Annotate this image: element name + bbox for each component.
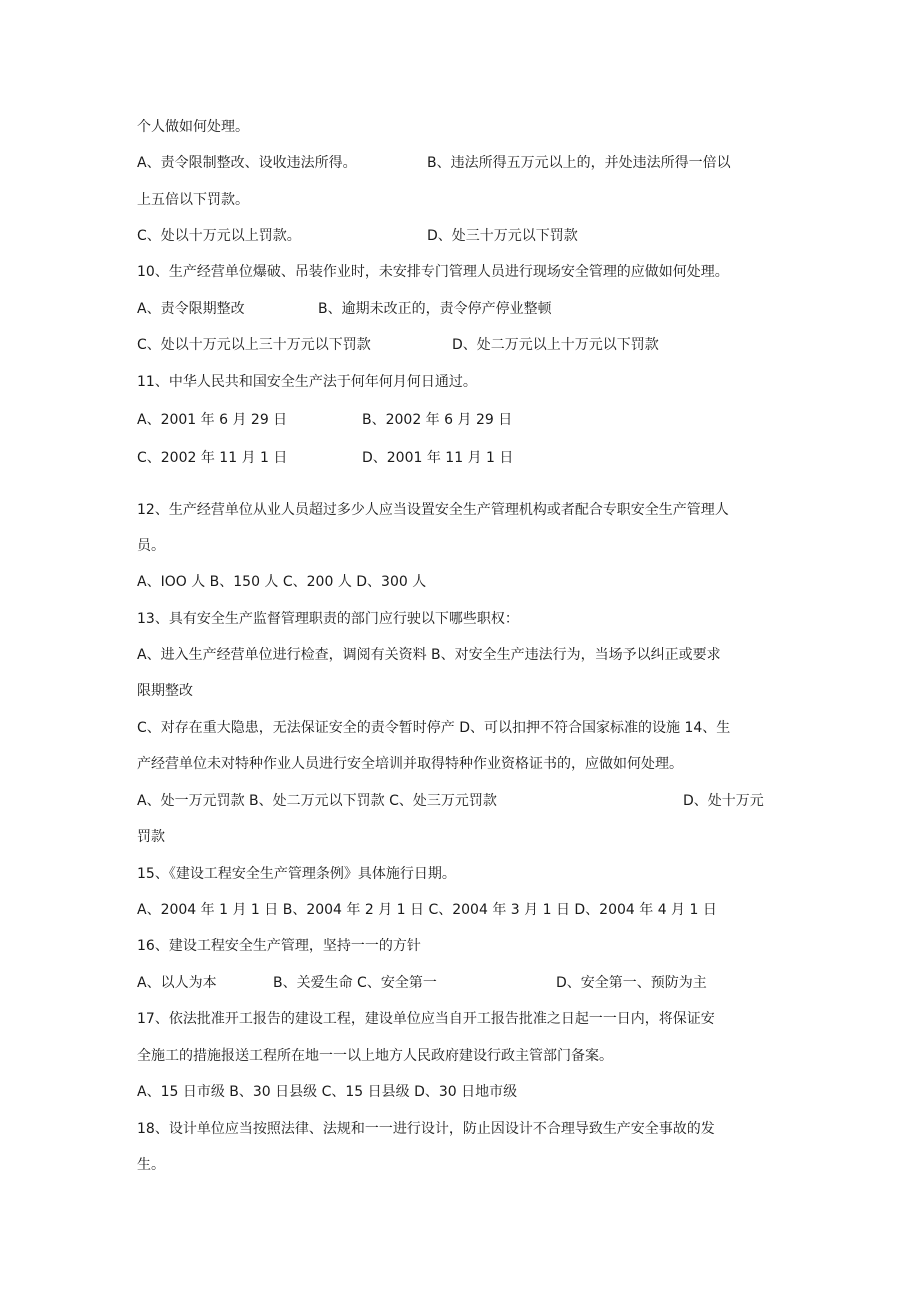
option-b: B、逾期未改正的，责令停产停业整顿 (318, 301, 552, 317)
option-b: B、2002 年 6 月 29 日 (362, 412, 513, 428)
question-14-options (137, 792, 764, 810)
option-d: D、处二万元以上十万元以下罚款 (452, 337, 659, 353)
question-9-options-row-1 (137, 154, 731, 172)
question-18: 18、设计单位应当按照法律、法规和一一进行设计，防止因设计不合理导致生产安全事故的发 (137, 1121, 715, 1137)
option-b: B、违法所得五万元以上的，并处违法所得一倍以 (427, 155, 731, 171)
question-13: 13、具有安全生产监督管理职责的部门应行驶以下哪些职权： (137, 611, 519, 627)
question-13-options-row-1: A、进入生产经营单位进行检查，调阅有关资料 B、对安全生产违法行为，当场予以纠正或要求 (137, 647, 721, 663)
question-17-continuation: 全施工的措施报送工程所在地一一以上地方人民政府建设行政主管部门备案。 (137, 1048, 613, 1064)
option-d: D、安全第一、预防为主 (556, 975, 707, 991)
option-a: A、责令限制整改、设收违法所得。 (137, 155, 357, 171)
question-10-options-row-2 (137, 336, 659, 354)
question-9-options-row-2 (137, 227, 578, 245)
option-a: A、以人为本 (137, 975, 217, 991)
question-11-options-row-1 (137, 411, 513, 429)
option-d: D、处三十万元以下罚款 (427, 228, 578, 244)
question-13-options-row-2: C、对存在重大隐患，无法保证安全的责令暂时停产 D、可以扣押不符合国家标准的设施 14、生 (137, 720, 731, 736)
question-16: 16、建设工程安全生产管理，坚持一一的方针 (137, 938, 421, 954)
question-12: 12、生产经营单位从业人员超过多少人应当设置安全生产管理机构或者配合专职安全生产管理人 (137, 502, 729, 518)
question-14: 产经营单位未对特种作业人员进行安全培训并取得特种作业资格证书的，应做如何处理。 (137, 756, 683, 772)
question-17: 17、依法批准开工报告的建设工程，建设单位应当自开工报告批准之日起一一日内，将保证安 (137, 1011, 715, 1027)
option-d: D、2001 年 11 月 1 日 (362, 450, 514, 466)
question-11: 11、中华人民共和国安全生产法于何年何月何日通过。 (137, 374, 477, 390)
question-10-options-row-1 (137, 300, 552, 318)
question-9-continuation: 个人做如何处理。 (137, 119, 249, 135)
options-a-to-c: A、处一万元罚款 B、处二万元以下罚款 C、处三万元罚款 (137, 793, 497, 809)
question-15-options: A、2004 年 1 月 1 日 B、2004 年 2 月 1 日 C、2004 年 3 月 1 日 D、2004 年 4 月 1 日 (137, 902, 717, 918)
question-13-options-continuation: 限期整改 (137, 683, 193, 699)
option-d: D、处十万元 (683, 793, 764, 809)
option-b-continuation: 上五倍以下罚款。 (137, 192, 249, 208)
option-a: A、责令限期整改 (137, 301, 245, 317)
question-17-options: A、15 日市级 B、30 日县级 C、15 日县级 D、30 日地市级 (137, 1084, 518, 1100)
option-a: A、2001 年 6 月 29 日 (137, 412, 288, 428)
options-b-c: B、关爱生命 C、安全第一 (273, 975, 437, 991)
question-18-continuation: 生。 (137, 1157, 165, 1173)
question-15: 15、《建设工程安全生产管理条例》具体施行日期。 (137, 866, 456, 882)
question-10: 10、生产经营单位爆破、吊装作业时，未安排专门管理人员进行现场安全管理的应做如何处理。 (137, 264, 729, 280)
question-16-options (137, 974, 707, 992)
option-c: C、处以十万元以上罚款。 (137, 228, 301, 244)
option-c: C、处以十万元以上三十万元以下罚款 (137, 337, 371, 353)
question-12-continuation: 员。 (137, 538, 165, 554)
question-12-options: A、IOO 人 B、150 人 C、200 人 D、300 人 (137, 574, 427, 590)
option-c: C、2002 年 11 月 1 日 (137, 450, 288, 466)
option-d-continuation: 罚款 (137, 829, 165, 845)
question-11-options-row-2 (137, 449, 514, 467)
